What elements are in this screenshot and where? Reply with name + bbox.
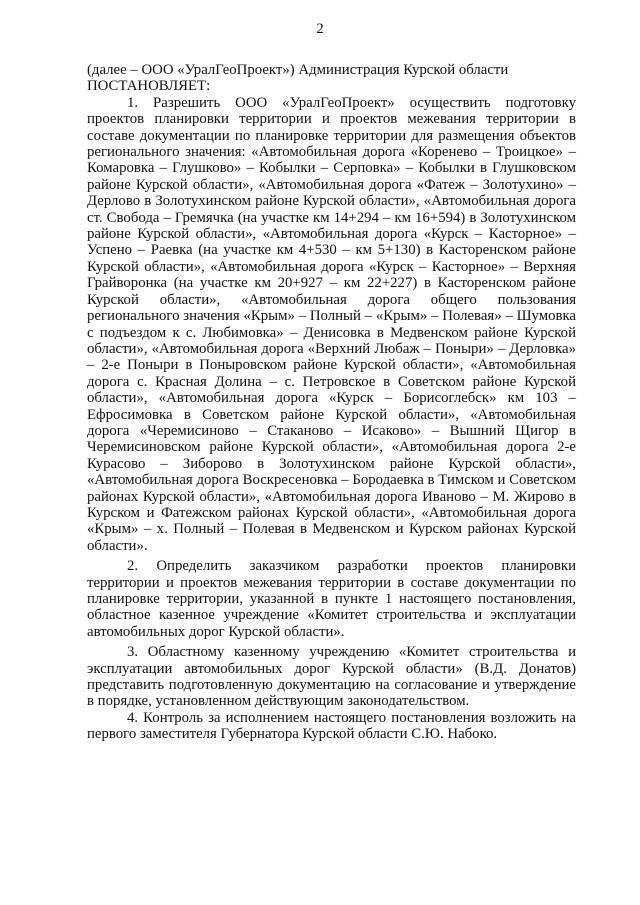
document-body: [87, 62, 576, 743]
intro-line: (далее – ООО «УралГеоПроект») Администрация Курской области: [87, 62, 509, 78]
decree-heading: ПОСТАНОВЛЯЕТ:: [87, 78, 211, 95]
paragraph-item-2: 2. Определить заказчиком разработки проектов планировки территории и проектов межевания территории в составе документации по планировке территории, указанной в пункте 1 настоящего постановления, областное казенное учреждение «Комитет строительства и эксплуатации автомобильных дорог Курской области».: [87, 558, 576, 640]
paragraph-item-1: 1. Разрешить ООО «УралГеоПроект» осуществить подготовку проектов планировки территории и проектов межевания территории в составе документации по планировке территории для размещения объектов регионального значения: «Автомобильная дорога «Коренево – Троицкое» – Комаровка – Глушково» – Кобылки – Серповка» – Кобылки в Глушковском районе Курской области», «Автомобильная дорога «Фатеж – Золотухино» – Дерлово в Золотухинском районе Курской области», «Автомобильная дорога ст. Свобода – Гремячка (на участке км 14+294 – км 16+594) в Золотухинском районе Курской области», «Автомобильная дорога «Курск – Касторное» – Успено – Раевка (на участке км 4+530 – км 5+130) в Касторенском районе Курской области», «Автомобильная дорога «Курск – Касторное» – Верхняя Грайворонка (на участке км 20+927 – км 22+227) в Касторенском районе Курской области», «Автомобильная дорога общего пользования регионального значения «Крым» – Полный – «Крым» – Полевая» – Шумовка с подъездом к с. Любимовка» – Денисовка в Медвенском районе Курской области», «Автомобильная дорога «Верхний Любаж – Поныри» – Дерловка» – 2-е Поныри в Поныровском районе Курской области», «Автомобильная дорога с. Красная Долина – с. Петровское в Советском районе Курской области», «Автомобильная дорога «Курск – Борисоглебск» км 103 – Ефросимовка в Советском районе Курской области», «Автомобильная дорога «Черемисиново – Стаканово – Исаково» – Вышний Щигор в Черемисиновском районе Курской области», «Автомобильная дорога 2-е Курасово – Зиборово в Золотухинском районе Курской области», «Автомобильная дорога Воскресеновка – Бородаевка в Тимском и Советском районах Курской области», «Автомобильная дорога Иваново – М. Жирово в Курском и Фатежском районах Курской области», «Автомобильная дорога «Крым» – х. Полный – Полевая в Медвенском и Курском районах Курской области».: [87, 94, 576, 554]
paragraph-item-3: 3. Областному казенному учреждению «Комитет строительства и эксплуатации автомобильных дорог Курской области» (В.Д. Донатов) представить подготовленную документацию на согласование и утверждение в порядке, установленном действующим законодательством.: [87, 644, 576, 710]
paragraph-item-4: 4. Контроль за исполнением настоящего постановления возложить на первого заместителя Губернатора Курской области С.Ю. Набоко.: [87, 709, 576, 743]
page-number: 2: [316, 21, 324, 37]
